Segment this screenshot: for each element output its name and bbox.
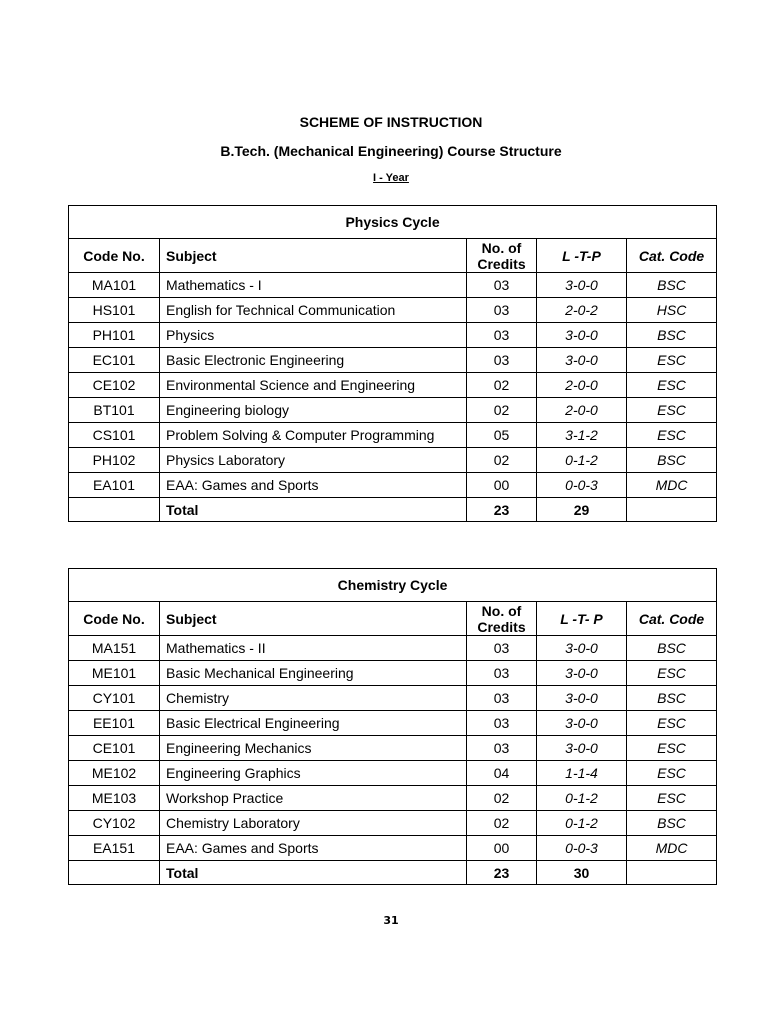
- course-ltp: 2-0-2: [537, 298, 627, 323]
- course-subject: Engineering Graphics: [160, 761, 467, 786]
- course-subject: Workshop Practice: [160, 786, 467, 811]
- course-category: ESC: [627, 736, 717, 761]
- table-row: [69, 811, 717, 836]
- course-category: BSC: [627, 273, 717, 298]
- course-category: BSC: [627, 323, 717, 348]
- course-credits: 03: [467, 323, 537, 348]
- header-ltp: L -T-P: [537, 239, 627, 273]
- table-row: [69, 348, 717, 373]
- course-code: PH102: [69, 448, 160, 473]
- course-ltp: 3-0-0: [537, 636, 627, 661]
- table-row: [69, 473, 717, 498]
- course-category: BSC: [627, 686, 717, 711]
- total-label: Total: [160, 498, 467, 522]
- total-empty-cell: [627, 861, 717, 885]
- total-row: [69, 498, 717, 522]
- header-row: [69, 602, 717, 636]
- course-credits: 03: [467, 736, 537, 761]
- course-ltp: 2-0-0: [537, 398, 627, 423]
- course-subject: Basic Electrical Engineering: [160, 711, 467, 736]
- total-credits: 23: [467, 861, 537, 885]
- chemistry-cycle-table: [68, 568, 717, 885]
- course-code: EA151: [69, 836, 160, 861]
- course-credits: 03: [467, 636, 537, 661]
- course-credits: 03: [467, 298, 537, 323]
- course-category: ESC: [627, 661, 717, 686]
- table-row: [69, 323, 717, 348]
- course-code: MA151: [69, 636, 160, 661]
- course-ltp: 1-1-4: [537, 761, 627, 786]
- course-ltp: 0-1-2: [537, 448, 627, 473]
- cycle-title-row: [69, 569, 717, 602]
- course-code: CE101: [69, 736, 160, 761]
- course-category: BSC: [627, 448, 717, 473]
- total-ltp: 29: [537, 498, 627, 522]
- course-credits: 03: [467, 661, 537, 686]
- course-code: ME102: [69, 761, 160, 786]
- course-subject: EAA: Games and Sports: [160, 836, 467, 861]
- total-row: [69, 861, 717, 885]
- course-subject: English for Technical Communication: [160, 298, 467, 323]
- course-category: MDC: [627, 836, 717, 861]
- header-credits-line2: Credits: [477, 618, 526, 635]
- header-subject: Subject: [160, 602, 467, 636]
- course-subject: Engineering biology: [160, 398, 467, 423]
- table-row: [69, 836, 717, 861]
- course-credits: 03: [467, 686, 537, 711]
- course-code: ME101: [69, 661, 160, 686]
- course-ltp: 3-0-0: [537, 736, 627, 761]
- header-credits-line2: Credits: [477, 255, 526, 272]
- course-subject: Engineering Mechanics: [160, 736, 467, 761]
- table-row: [69, 786, 717, 811]
- course-credits: 02: [467, 448, 537, 473]
- course-subject: Basic Electronic Engineering: [160, 348, 467, 373]
- physics-cycle-table: [68, 205, 717, 522]
- course-ltp: 0-1-2: [537, 811, 627, 836]
- course-subject: Chemistry Laboratory: [160, 811, 467, 836]
- header-row: [69, 239, 717, 273]
- header-credits: [467, 239, 537, 273]
- page-number: 31: [383, 914, 399, 927]
- course-credits: 02: [467, 811, 537, 836]
- course-credits: 02: [467, 398, 537, 423]
- course-category: ESC: [627, 761, 717, 786]
- course-subject: EAA: Games and Sports: [160, 473, 467, 498]
- course-category: HSC: [627, 298, 717, 323]
- course-credits: 00: [467, 836, 537, 861]
- table-row: [69, 398, 717, 423]
- course-subject: Basic Mechanical Engineering: [160, 661, 467, 686]
- table-row: [69, 711, 717, 736]
- header-credits-line1: No. of: [481, 239, 522, 256]
- total-credits: 23: [467, 498, 537, 522]
- cycle-title: Chemistry Cycle: [69, 569, 717, 602]
- course-credits: 03: [467, 711, 537, 736]
- total-empty-cell: [627, 498, 717, 522]
- document-subtitle: B.Tech. (Mechanical Engineering) Course Structure: [220, 143, 562, 159]
- table-row: [69, 761, 717, 786]
- course-code: MA101: [69, 273, 160, 298]
- course-category: ESC: [627, 423, 717, 448]
- course-subject: Mathematics - II: [160, 636, 467, 661]
- table-row: [69, 636, 717, 661]
- total-empty-cell: [69, 861, 160, 885]
- course-subject: Physics: [160, 323, 467, 348]
- course-category: ESC: [627, 786, 717, 811]
- course-ltp: 3-0-0: [537, 661, 627, 686]
- table-row: [69, 736, 717, 761]
- header-ltp: L -T- P: [537, 602, 627, 636]
- course-code: CS101: [69, 423, 160, 448]
- cycle-title-row: [69, 206, 717, 239]
- course-code: EA101: [69, 473, 160, 498]
- course-subject: Chemistry: [160, 686, 467, 711]
- course-credits: 03: [467, 348, 537, 373]
- course-credits: 05: [467, 423, 537, 448]
- course-ltp: 3-0-0: [537, 273, 627, 298]
- header-code: Code No.: [69, 602, 160, 636]
- course-subject: Environmental Science and Engineering: [160, 373, 467, 398]
- chemistry-rows: [69, 636, 717, 861]
- course-credits: 03: [467, 273, 537, 298]
- course-credits: 04: [467, 761, 537, 786]
- course-category: ESC: [627, 711, 717, 736]
- header-credits-line1: No. of: [481, 602, 522, 619]
- course-ltp: 3-0-0: [537, 323, 627, 348]
- course-category: MDC: [627, 473, 717, 498]
- course-code: CE102: [69, 373, 160, 398]
- course-code: EC101: [69, 348, 160, 373]
- course-ltp: 0-1-2: [537, 786, 627, 811]
- physics-rows: [69, 273, 717, 498]
- cycle-title: Physics Cycle: [69, 206, 717, 239]
- total-empty-cell: [69, 498, 160, 522]
- header-credits: [467, 602, 537, 636]
- course-category: ESC: [627, 398, 717, 423]
- total-label: Total: [160, 861, 467, 885]
- table-row: [69, 298, 717, 323]
- table-row: [69, 373, 717, 398]
- table-row: [69, 423, 717, 448]
- header-subject: Subject: [160, 239, 467, 273]
- course-category: BSC: [627, 636, 717, 661]
- course-ltp: 0-0-3: [537, 473, 627, 498]
- course-ltp: 3-1-2: [537, 423, 627, 448]
- total-ltp: 30: [537, 861, 627, 885]
- course-code: CY101: [69, 686, 160, 711]
- document-title: SCHEME OF INSTRUCTION: [299, 114, 483, 130]
- course-subject: Mathematics - I: [160, 273, 467, 298]
- course-category: ESC: [627, 373, 717, 398]
- table-row: [69, 448, 717, 473]
- course-category: BSC: [627, 811, 717, 836]
- header-cat-code: Cat. Code: [627, 239, 717, 273]
- course-credits: 02: [467, 373, 537, 398]
- course-ltp: 3-0-0: [537, 686, 627, 711]
- course-code: CY102: [69, 811, 160, 836]
- course-code: BT101: [69, 398, 160, 423]
- table-row: [69, 686, 717, 711]
- course-code: PH101: [69, 323, 160, 348]
- course-credits: 00: [467, 473, 537, 498]
- course-ltp: 3-0-0: [537, 348, 627, 373]
- header-cat-code: Cat. Code: [627, 602, 717, 636]
- course-code: EE101: [69, 711, 160, 736]
- course-ltp: 3-0-0: [537, 711, 627, 736]
- course-subject: Problem Solving & Computer Programming: [160, 423, 467, 448]
- course-code: HS101: [69, 298, 160, 323]
- course-category: ESC: [627, 348, 717, 373]
- table-row: [69, 661, 717, 686]
- course-subject: Physics Laboratory: [160, 448, 467, 473]
- header-code: Code No.: [69, 239, 160, 273]
- course-ltp: 2-0-0: [537, 373, 627, 398]
- course-credits: 02: [467, 786, 537, 811]
- table-row: [69, 273, 717, 298]
- year-heading: I - Year: [373, 172, 409, 184]
- course-ltp: 0-0-3: [537, 836, 627, 861]
- course-code: ME103: [69, 786, 160, 811]
